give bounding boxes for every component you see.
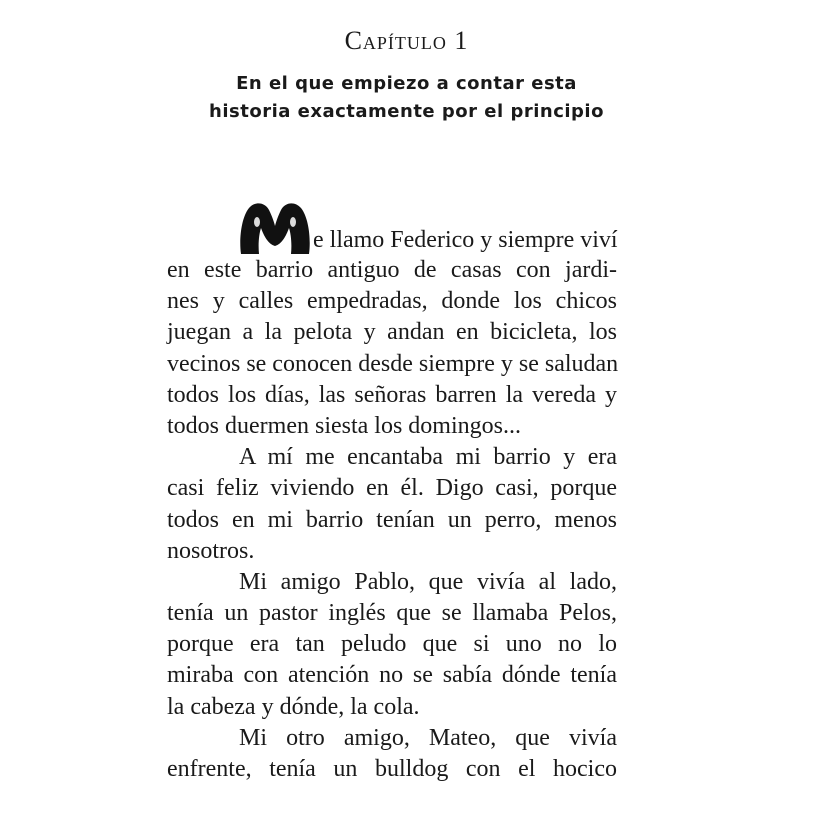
- chapter-label: Capítulo 1: [344, 26, 469, 55]
- subtitle-line-2: historia exactamente por el principio: [209, 101, 604, 122]
- text-line: vecinos se conocen desde siempre y se saludan: [167, 350, 619, 377]
- text-line: en este barrio antiguo de casas con jardi-: [167, 257, 617, 283]
- text-line: todos en mi barrio tenían un perro, menos: [167, 506, 617, 533]
- first-line-text: e llamo Federico y siempre viví: [313, 226, 618, 253]
- text-line: casi feliz viviendo en él. Digo casi, porque: [167, 475, 617, 502]
- text-line: nes y calles empedradas, donde los chicos: [167, 288, 617, 315]
- chapter-heading: [0, 26, 813, 56]
- subtitle-line-1: En el que empiezo a contar esta: [236, 73, 577, 94]
- text-line: todos los días, las señoras barren la vereda y: [167, 381, 617, 408]
- paragraph-lines: [167, 255, 617, 785]
- text-line: A mí me encantaba mi barrio y era: [239, 444, 617, 471]
- text-line: Mi amigo Pablo, que vivía al lado,: [239, 568, 617, 595]
- body-text: [167, 196, 617, 785]
- text-line: todos duermen siesta los domingos...: [167, 412, 521, 439]
- chapter-subtitle: [0, 70, 813, 126]
- text-line: miraba con atención no se sabía dónde tenía: [167, 662, 617, 689]
- text-line: tenía un pastor inglés que se llamaba Pelos,: [167, 600, 617, 627]
- first-line: [167, 196, 617, 256]
- text-line: enfrente, tenía un bulldog con el hocico: [167, 756, 617, 782]
- text-line: Mi otro amigo, Mateo, que vivía: [239, 724, 617, 751]
- drop-cap-m: [239, 200, 311, 256]
- text-line: nosotros.: [167, 537, 255, 564]
- text-line: porque era tan peludo que si uno no lo: [167, 631, 617, 658]
- text-line: la cabeza y dónde, la cola.: [167, 693, 420, 720]
- text-line: juegan a la pelota y andan en bicicleta, los: [167, 319, 617, 346]
